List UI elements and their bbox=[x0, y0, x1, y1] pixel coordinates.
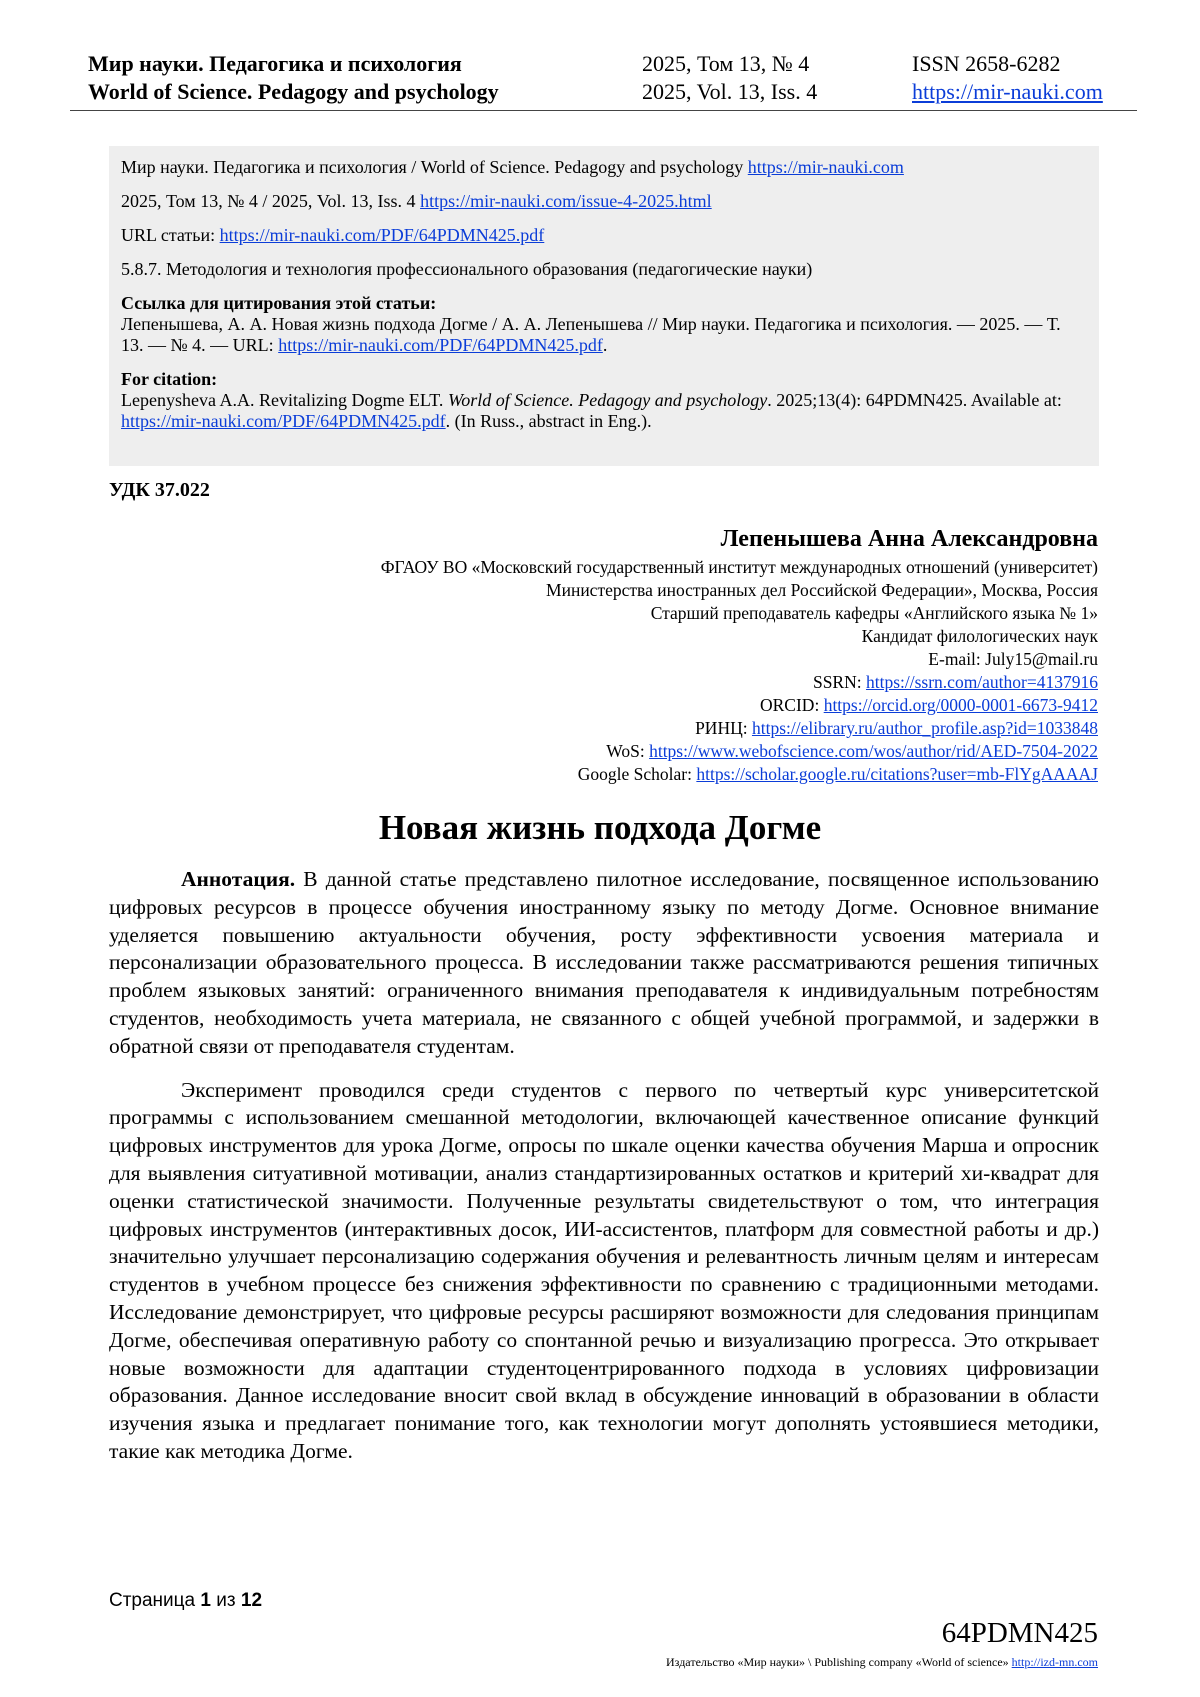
header-divider bbox=[70, 110, 1137, 111]
publisher-text: Издательство «Мир науки» \ Publishing company «World of science» bbox=[666, 1655, 1012, 1669]
citation-info-box bbox=[109, 146, 1099, 466]
citation-en-journal: World of Science. Pedagogy and psychology bbox=[447, 390, 768, 410]
citation-en-text-2: . 2025;13(4): 64PDMN425. Available at: bbox=[767, 390, 1062, 410]
page-current: 1 bbox=[200, 1590, 211, 1611]
page-total: 12 bbox=[240, 1590, 263, 1611]
infobox-issue-link[interactable]: https://mir-nauki.com/issue-4-2025.html bbox=[420, 191, 712, 211]
publisher-line bbox=[666, 1655, 1098, 1670]
ssrn-label: SSRN: bbox=[812, 672, 866, 692]
abstract bbox=[109, 866, 1099, 1482]
infobox-journal: Мир науки. Педагогика и психология / World of Science. Pedagogy and psychology bbox=[121, 157, 748, 177]
journal-site-link[interactable]: https://mir-nauki.com bbox=[912, 79, 1103, 104]
citation-ru-end: . bbox=[602, 335, 608, 355]
issue-en: 2025, Vol. 13, Iss. 4 bbox=[642, 79, 818, 104]
orcid-label: ORCID: bbox=[760, 695, 824, 715]
journal-title-en: World of Science. Pedagogy and psychology bbox=[88, 79, 499, 104]
author-name: Лепенышева Анна Александровна bbox=[720, 526, 1098, 552]
abstract-paragraph-2: Эксперимент проводился среди студентов с первого по четвертый курс университетской программы с использованием смешанной методологии, включающей качественное описание функций цифровых инструментов для урока Догме, опросы по шкале оценки качества обучения Марша и опросник для выявления ситуативной мотивации, анализ стандартизированных остатков и критерий хи-квадрат для оценки статистической значимости. Полученные результаты свидетельствуют о том, что интеграция цифровых инструментов (интерактивных досок, ИИ-ассистентов, платформ для совместной работы и др.) значительно улучшает персонализацию содержания обучения и релевантность личным целям и интересам студентов в учебном процессе без снижения эффективности по сравнению с традиционными методами. Исследование демонстрирует, что цифровые ресурсы расширяют возможности для следования принципам Догме, обеспечивая оперативную работу со спонтанной речью и визуализацию прогресса. Это открывает новые возможности для адаптации студентоцентрированного подхода в условиях цифровизации образования. Данное исследование вносит свой вклад в обсуждение инноваций в образовании в области изучения языка и предлагает понимание того, как технологии могут дополнять устоявшиеся методики, такие как методика Догме. bbox=[109, 1077, 1099, 1463]
journal-header bbox=[88, 50, 1118, 106]
ssrn-link[interactable]: https://ssrn.com/author=4137916 bbox=[865, 672, 1098, 692]
author-block bbox=[381, 524, 1098, 786]
wos-label: WoS: bbox=[606, 741, 650, 761]
citation-en-heading: For citation: bbox=[121, 369, 218, 389]
article-code: 64PDMN425 bbox=[941, 1617, 1098, 1649]
issue-ru: 2025, Том 13, № 4 bbox=[642, 51, 810, 76]
infobox-specialty: 5.8.7. Методология и технология профессионального образования (педагогические науки) bbox=[121, 259, 813, 279]
infobox-journal-link[interactable]: https://mir-nauki.com bbox=[747, 157, 904, 177]
article-title: Новая жизнь подхода Догме bbox=[378, 808, 822, 847]
citation-en-text: Lepenysheva A.A. Revitalizing Dogme ELT. bbox=[121, 390, 448, 410]
citation-en-end: . (In Russ., abstract in Eng.). bbox=[445, 411, 652, 431]
scholar-link[interactable]: https://scholar.google.ru/citations?user=mb-FlYgAAAAJ bbox=[696, 764, 1098, 784]
abstract-paragraph-1: В данной статье представлено пилотное исследование, посвященное использованию цифровых ресурсов в процессе обучения иностранному языку по методу Догме. Основное внимание уделяется повышению актуальности обучения, росту эффективности усвоения материала и персонализации образовательного процесса. В исследовании также рассматриваются решения типичных проблем языковых занятий: ограниченного внимания преподавателя к индивидуальным потребностям студентов, необходимость учета материала, не связанного с общей учебной программой, и задержки в обратной связи от преподавателя студентам. bbox=[109, 867, 1099, 1058]
author-affiliation-2: Министерства иностранных дел Российской Федерации», Москва, Россия bbox=[546, 580, 1098, 600]
scholar-label: Google Scholar: bbox=[577, 764, 697, 784]
author-email: E-mail: July15@mail.ru bbox=[928, 649, 1098, 669]
abstract-label: Аннотация. bbox=[181, 867, 296, 891]
orcid-link[interactable]: https://orcid.org/0000-0001-6673-9412 bbox=[823, 695, 1098, 715]
author-degree: Кандидат филологических наук bbox=[861, 626, 1098, 646]
rinc-link[interactable]: https://elibrary.ru/author_profile.asp?id=1033848 bbox=[751, 718, 1098, 738]
infobox-article-link[interactable]: https://mir-nauki.com/PDF/64PDMN425.pdf bbox=[219, 225, 545, 245]
publisher-link[interactable]: http://izd-mn.com bbox=[1011, 1655, 1098, 1669]
citation-ru-text: Лепенышева, А. А. Новая жизнь подхода Догме / А. А. Лепенышева // Мир науки. Педагогика и психология. — 2025. — Т. 13. — № 4. — URL: bbox=[121, 314, 1061, 355]
journal-title-ru: Мир науки. Педагогика и психология bbox=[88, 51, 462, 76]
citation-en-link[interactable]: https://mir-nauki.com/PDF/64PDMN425.pdf bbox=[121, 411, 446, 431]
issn: ISSN 2658-6282 bbox=[912, 51, 1061, 76]
citation-ru-link[interactable]: https://mir-nauki.com/PDF/64PDMN425.pdf bbox=[278, 335, 603, 355]
citation-ru-heading: Ссылка для цитирования этой статьи: bbox=[121, 293, 437, 313]
author-position: Старший преподаватель кафедры «Английского языка № 1» bbox=[650, 603, 1098, 623]
infobox-url-label: URL статьи: bbox=[121, 225, 220, 245]
page-number bbox=[109, 1590, 262, 1612]
author-affiliation-1: ФГАОУ ВО «Московский государственный институт международных отношений (университет) bbox=[380, 557, 1098, 577]
page-mid: из bbox=[210, 1590, 241, 1611]
udk-code: УДК 37.022 bbox=[109, 479, 210, 501]
infobox-issue: 2025, Том 13, № 4 / 2025, Vol. 13, Iss. 4 bbox=[121, 191, 421, 211]
rinc-label: РИНЦ: bbox=[695, 718, 752, 738]
wos-link[interactable]: https://www.webofscience.com/wos/author/rid/AED-7504-2022 bbox=[649, 741, 1098, 761]
page-prefix: Страница bbox=[109, 1590, 201, 1611]
